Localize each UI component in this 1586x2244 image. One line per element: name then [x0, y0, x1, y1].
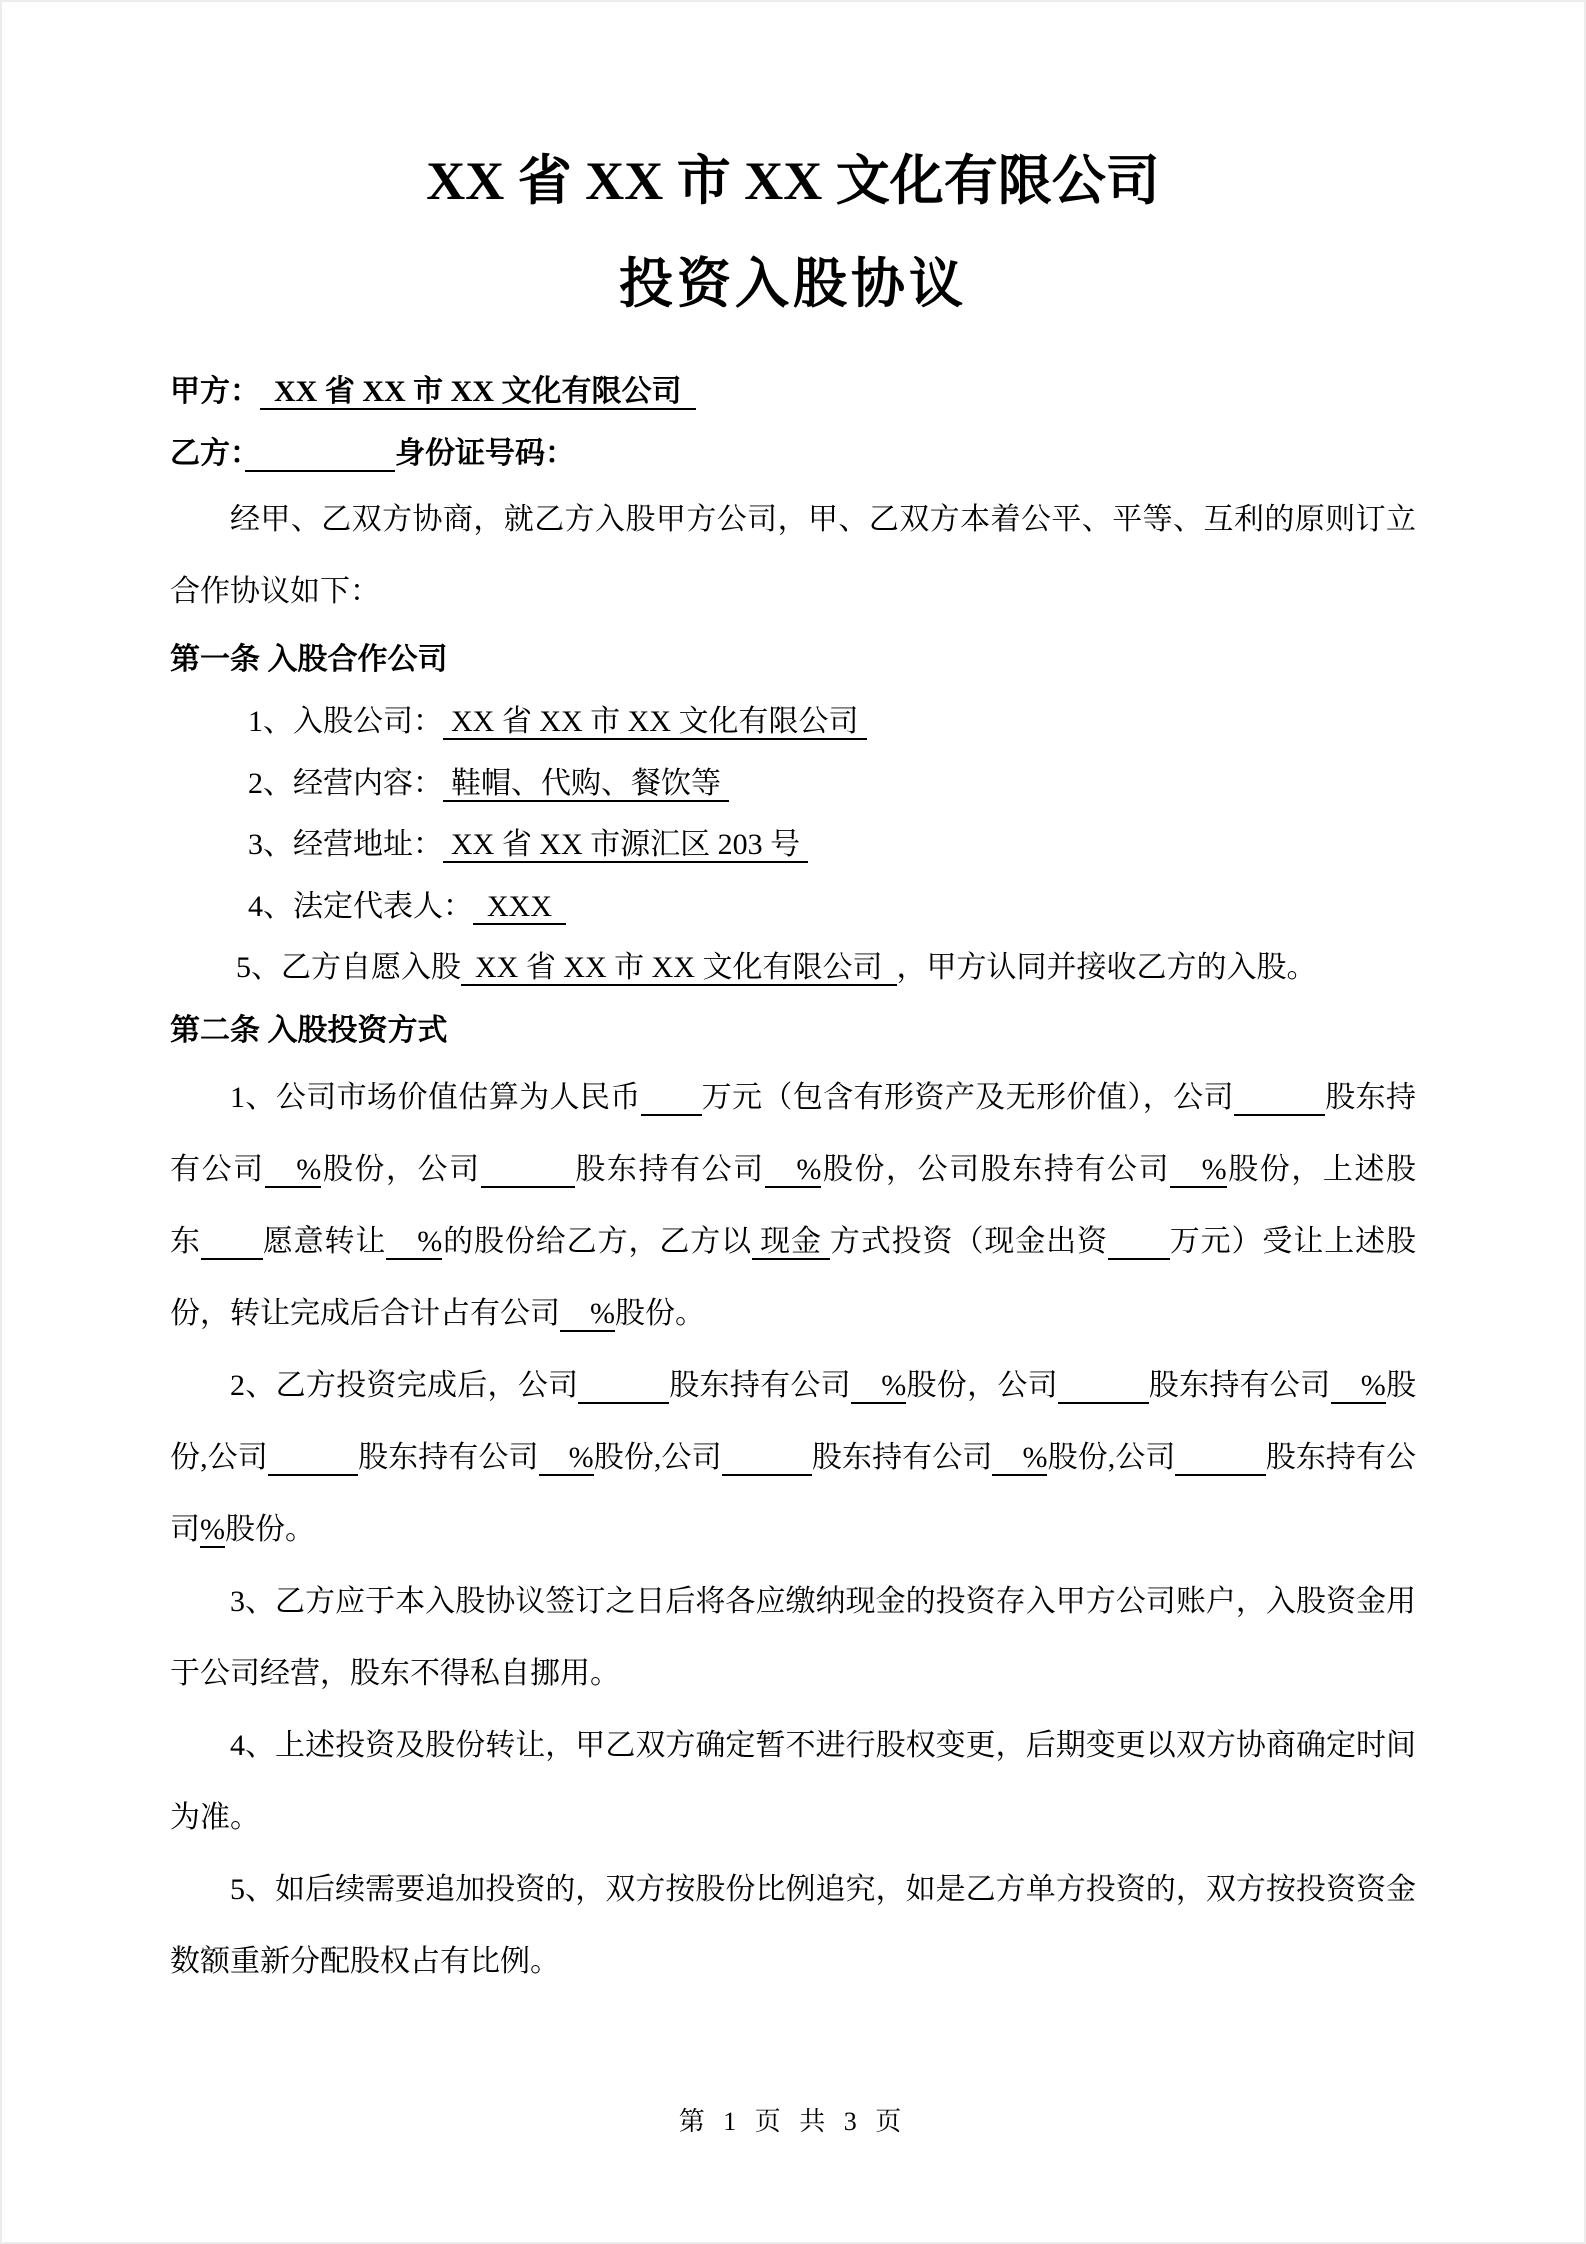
legal-representative-value: XXX: [473, 890, 566, 925]
shareholder-blank: [578, 1369, 669, 1404]
item-label: 1、入股公司：: [248, 705, 443, 739]
item-text: 股东持有公司: [170, 1080, 1417, 1186]
shareholder-blank: [201, 1225, 263, 1260]
party-b-name-blank: [245, 437, 395, 472]
percent-blank: %: [386, 1224, 443, 1258]
item-label: 4、法定代表人：: [248, 889, 473, 923]
clause2-item-additional-investment: 5、如后续需要追加投资的，双方按股份比例追究，如是乙方单方投资的，双方按投资资金数额重新分配股权占有比例。: [170, 1872, 1416, 1978]
clause1-heading: 第一条 入股合作公司: [170, 643, 448, 677]
clause2-item-payment-deposit: 3、乙方应于本入股协议签订之日后将各应缴纳现金的投资存入甲方公司账户，入股资金用于公司经营，股东不得私自挪用。: [170, 1584, 1416, 1690]
item-text: 股份。: [225, 1512, 315, 1546]
item-text: 万元）受让上述股份，转让完成后合计占有公司: [170, 1224, 1417, 1330]
title-company-name: XX 省 XX 市 XX 文化有限公司: [426, 151, 1160, 211]
document-title: [170, 130, 1416, 335]
page-footer: 第 1 页 共 3 页: [678, 2107, 908, 2136]
clause1-item-legal-representative: [170, 876, 1416, 938]
item-text: 股东持有公司: [1148, 1368, 1331, 1402]
item-text: 股份，上述股东: [170, 1152, 1417, 1258]
item-text: 股份,公司: [593, 1440, 722, 1474]
clause1-item-company: [170, 691, 1416, 753]
item-text: 股份，公司: [906, 1368, 1058, 1402]
item-text: 股份。: [615, 1296, 705, 1330]
percent-blank: %: [264, 1152, 322, 1186]
percent-blank: %: [1330, 1368, 1386, 1402]
party-b-line: [170, 423, 1416, 485]
shareholder-blank: [268, 1441, 358, 1476]
item-text: 的股份给乙方，乙方以: [442, 1224, 753, 1258]
item-text: 2、乙方投资完成后，公司: [230, 1368, 579, 1402]
item-text: 股东持有公司: [575, 1152, 765, 1186]
percent-blank: %: [992, 1440, 1048, 1474]
clause2-item-post-investment-shares: [170, 1350, 1416, 1566]
percent-blank: %: [1170, 1152, 1227, 1186]
amount-blank: [641, 1081, 702, 1116]
item-text: 万元（包含有形资产及无形价值），公司: [701, 1080, 1234, 1114]
clause2-heading: 第二条 入股投资方式: [170, 1013, 448, 1047]
shareholder-blank: [481, 1153, 576, 1188]
item-text: 股东持有公司: [358, 1440, 539, 1474]
item-text: 方式投资（现金出资: [829, 1224, 1108, 1258]
percent-blank: %: [200, 1512, 225, 1546]
amount-blank: [1108, 1225, 1170, 1260]
item-text: 股份，公司股东持有公司: [821, 1152, 1171, 1186]
party-a-value: XX 省 XX 市 XX 文化有限公司: [260, 375, 696, 410]
percent-blank: %: [560, 1296, 615, 1330]
percent-blank: %: [764, 1152, 822, 1186]
shareholder-blank: [1058, 1369, 1149, 1404]
clause1-item-business-scope: [170, 753, 1416, 815]
item-label: 3、经营地址：: [248, 828, 443, 862]
item-label: 2、经营内容：: [248, 766, 443, 800]
company-name-value: XX 省 XX 市 XX 文化有限公司: [443, 705, 867, 740]
party-a-line: [170, 361, 1416, 423]
item-text: 股东持有公司: [170, 1440, 1417, 1546]
party-b-label: 乙方：: [170, 436, 245, 470]
shareholder-blank: [1234, 1081, 1325, 1116]
party-b-id-label: 身份证号码：: [395, 436, 575, 470]
address-value: XX 省 XX 市源汇区 203 号: [443, 828, 808, 863]
item-text: 5、乙方自愿入股: [236, 951, 461, 985]
title-agreement-name: 投资入股协议: [619, 253, 967, 314]
item-text: 股东持有公司: [811, 1440, 993, 1474]
shareholder-blank: [722, 1441, 812, 1476]
item-text: 股份，公司: [321, 1152, 481, 1186]
party-a-label: 甲方：: [170, 375, 260, 409]
item-text: 1、公司市场价值估算为人民币: [230, 1080, 641, 1114]
item-text: ，甲方认同并接收乙方的入股。: [896, 951, 1317, 985]
shareholder-blank: [1175, 1441, 1265, 1476]
item-text: 股份,公司: [1047, 1440, 1176, 1474]
item-text: 愿意转让: [262, 1224, 387, 1258]
clause2-item-equity-change: 4、上述投资及股份转让，甲乙双方确定暂不进行股权变更，后期变更以双方协商确定时间为准。: [170, 1728, 1416, 1834]
invested-company-value: XX 省 XX 市 XX 文化有限公司: [461, 951, 897, 986]
clause2-item-valuation: [170, 1062, 1416, 1350]
clause1-item-voluntary-investment: [170, 937, 1416, 999]
business-scope-value: 鞋帽、代购、餐饮等: [443, 767, 729, 802]
percent-blank: %: [850, 1368, 907, 1402]
payment-method-value: 现金: [752, 1225, 830, 1260]
clause1-item-address: [170, 814, 1416, 876]
item-text: 股东持有公司: [669, 1368, 851, 1402]
preamble-paragraph: 经甲、乙双方协商，就乙方入股甲方公司，甲、乙双方本着公平、平等、互利的原则订立合作协议如下：: [170, 503, 1416, 609]
item-text: 股份,公司: [170, 1368, 1417, 1474]
percent-blank: %: [538, 1440, 594, 1474]
